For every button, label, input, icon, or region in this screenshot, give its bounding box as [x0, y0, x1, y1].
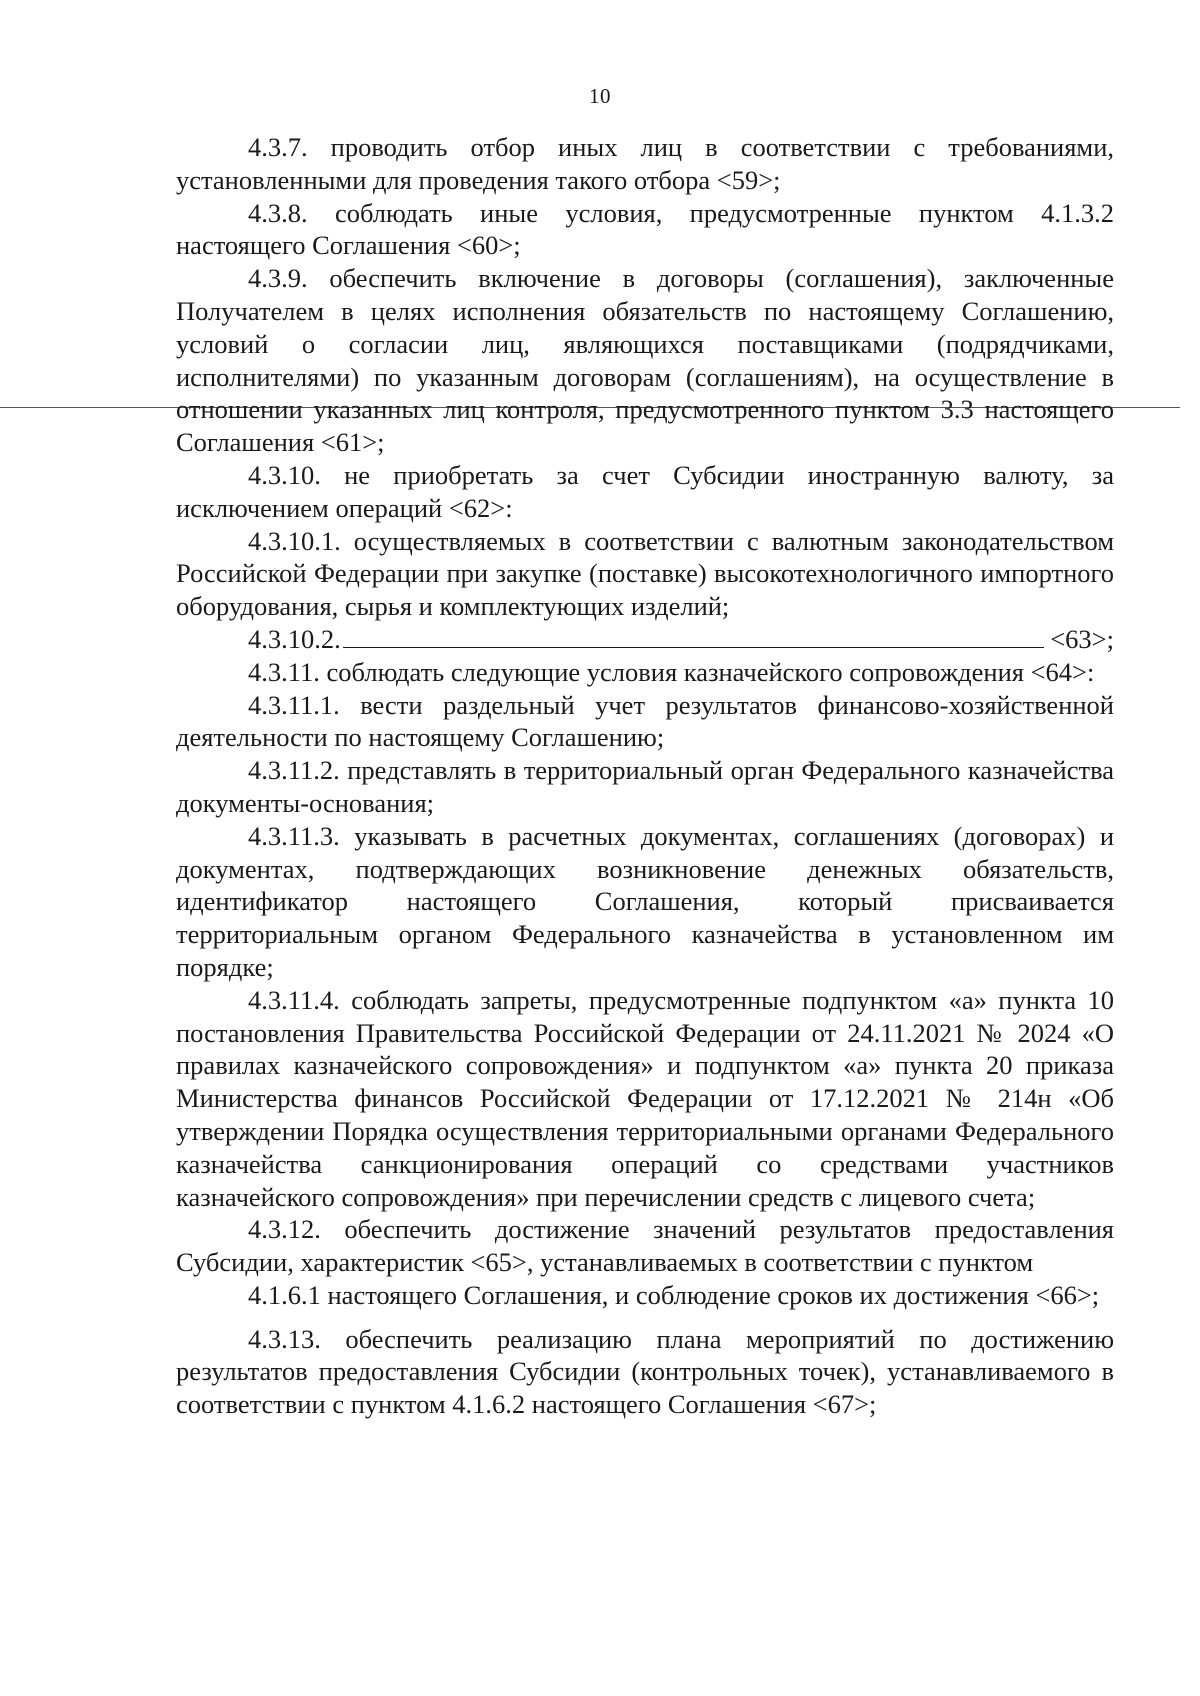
clause-4-3-12-continued: 4.1.6.1 настоящего Соглашения, и соблюдение сроков их достижения <66>; — [248, 1279, 1100, 1310]
clause-4-3-9: 4.3.9. обеспечить включение в договоры (соглашения), заключенные Получателем в целях исполнения обязательств по настоящему Соглашению, условий о согласии лиц, являющихся поставщиками (подрядчиками, исполнителями) по указанным договорам (соглашениям), на осуществление в отношении указанных лиц контроля, предусмотренного пунктом 3.3 настоящего Соглашения <61>; — [176, 263, 1114, 458]
clause-4-3-12: 4.3.12. обеспечить достижение значений результатов предоставления Субсидии, характеристик <65>, устанавливаемых в соответствии с пунктом — [176, 1214, 1114, 1278]
clause-4-3-10-2-label: 4.3.10.2. — [248, 623, 341, 654]
clause-4-3-8: 4.3.8. соблюдать иные условия, предусмотренные пунктом 4.1.3.2 настоящего Соглашения <60>; — [176, 197, 1114, 261]
clause-4-3-11-3: 4.3.11.3. указывать в расчетных документах, соглашениях (договорах) и документах, подтверждающих возникновение денежных обязательств, идентификатор настоящего Соглашения, который присваивается территориальным органом Федерального казначейства в установленном им порядке; — [176, 820, 1114, 982]
page-number: 10 — [589, 84, 611, 108]
clause-4-3-13: 4.3.13. обеспечить реализацию плана мероприятий по достижению результатов предоставления Субсидии (контрольных точек), устанавливаемого в соответствии с пунктом 4.1.6.2 настоящего Соглашения <67>; — [176, 1323, 1114, 1420]
clause-4-3-10: 4.3.10. не приобретать за счет Субсидии иностранную валюту, за исключением операций <62>: — [176, 459, 1114, 523]
clause-4-3-11: 4.3.11. соблюдать следующие условия казначейского сопровождения <64>: — [248, 656, 1095, 687]
clause-4-3-10-2-note: <63>; — [1050, 623, 1114, 654]
fill-in-blank — [343, 646, 1044, 648]
clause-4-3-11-2: 4.3.11.2. представлять в территориальный орган Федерального казначейства документы-основания; — [176, 755, 1114, 818]
clause-4-3-11-4: 4.3.11.4. соблюдать запреты, предусмотренные подпунктом «а» пункта 10 постановления Правительства Российской Федерации от 24.11.2021 № 2024 «О правилах казначейского сопровождения» и подпунктом «а» пункта 20 приказа Министерства финансов Российской Федерации от 17.12.2021 № 214н «Об утверждении Порядка осуществления территориальными органами Федерального казначейства санкционирования операций со средствами участников казначейского сопровождения» при перечислении средств с лицевого счета; — [176, 984, 1114, 1212]
clause-4-3-11-1: 4.3.11.1. вести раздельный учет результатов финансово-хозяйственной деятельности по настоящему Соглашению; — [176, 689, 1114, 753]
document-body — [176, 131, 1114, 1421]
clause-4-3-10-2 — [176, 623, 1114, 656]
clause-4-3-10-1: 4.3.10.1. осуществляемых в соответствии с валютным законодательством Российской Федерации при закупке (поставке) высокотехнологичного импортного оборудования, сырья и комплектующих изделий; — [176, 525, 1114, 622]
clause-4-3-7: 4.3.7. проводить отбор иных лиц в соответствии с требованиями, установленными для проведения такого отбора <59>; — [176, 132, 1114, 195]
